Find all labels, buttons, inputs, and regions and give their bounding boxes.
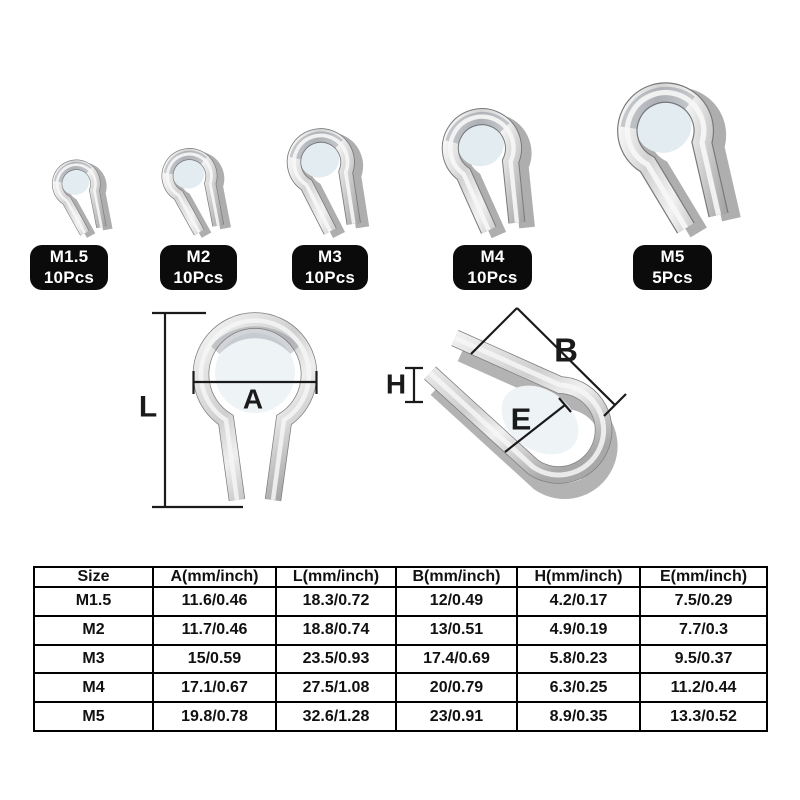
spec-table bbox=[33, 566, 768, 732]
spec-cell: 11.2/0.44 bbox=[640, 673, 767, 702]
spec-row-m5 bbox=[34, 702, 767, 731]
spec-cell: 5.8/0.23 bbox=[517, 645, 640, 674]
spec-cell: 19.8/0.78 bbox=[153, 702, 276, 731]
dim-label-L: L bbox=[138, 390, 158, 424]
thimble-photo-m2 bbox=[140, 128, 252, 238]
dim-label-H: H bbox=[385, 368, 407, 400]
spec-cell: 18.8/0.74 bbox=[276, 616, 396, 645]
spec-row-m2 bbox=[34, 616, 767, 645]
size-label-m4 bbox=[453, 245, 532, 290]
spec-cell: 23/0.91 bbox=[396, 702, 517, 731]
spec-cell: 11.7/0.46 bbox=[153, 616, 276, 645]
spec-cell: 8.9/0.35 bbox=[517, 702, 640, 731]
spec-cell: 7.5/0.29 bbox=[640, 587, 767, 616]
spec-row-m1-5 bbox=[34, 587, 767, 616]
spec-cell: 18.3/0.72 bbox=[276, 587, 396, 616]
spec-cell: 17.1/0.67 bbox=[153, 673, 276, 702]
spec-row-m4 bbox=[34, 673, 767, 702]
dim-label-E: E bbox=[510, 401, 532, 437]
spec-cell: M2 bbox=[34, 616, 153, 645]
dimension-diagram-front bbox=[130, 300, 360, 525]
spec-cell: M4 bbox=[34, 673, 153, 702]
spec-col-header-b: B(mm/inch) bbox=[396, 567, 517, 587]
spec-row-m3 bbox=[34, 645, 767, 674]
thimble-photo-m3 bbox=[258, 104, 398, 238]
spec-cell: 9.5/0.37 bbox=[640, 645, 767, 674]
size-label-m1-5 bbox=[30, 245, 108, 290]
spec-cell: 23.5/0.93 bbox=[276, 645, 396, 674]
spec-cell: 27.5/1.08 bbox=[276, 673, 396, 702]
dim-line-H bbox=[405, 368, 423, 402]
thimble-photo-m1-5 bbox=[28, 142, 136, 238]
spec-cell: 7.7/0.3 bbox=[640, 616, 767, 645]
spec-col-header-l: L(mm/inch) bbox=[276, 567, 396, 587]
label-size-text: M5 bbox=[660, 247, 685, 267]
spec-col-header-a: A(mm/inch) bbox=[153, 567, 276, 587]
thimble-photo-m4 bbox=[413, 80, 565, 238]
spec-cell: 6.3/0.25 bbox=[517, 673, 640, 702]
dimension-diagram-side bbox=[385, 295, 675, 535]
spec-col-header-e: E(mm/inch) bbox=[640, 567, 767, 587]
spec-cell: 17.4/0.69 bbox=[396, 645, 517, 674]
dim-label-B: B bbox=[554, 331, 578, 369]
spec-col-header-h: H(mm/inch) bbox=[517, 567, 640, 587]
size-label-m2 bbox=[160, 245, 237, 290]
spec-cell: 32.6/1.28 bbox=[276, 702, 396, 731]
spec-cell: 13.3/0.52 bbox=[640, 702, 767, 731]
label-qty-text: 10Pcs bbox=[43, 267, 95, 287]
spec-cell: 12/0.49 bbox=[396, 587, 517, 616]
spec-cell: 15/0.59 bbox=[153, 645, 276, 674]
label-size-text: M3 bbox=[317, 247, 343, 267]
spec-cell: M5 bbox=[34, 702, 153, 731]
spec-cell: 4.2/0.17 bbox=[517, 587, 640, 616]
label-qty-text: 10Pcs bbox=[304, 267, 356, 287]
spec-header-row bbox=[34, 567, 767, 587]
thimble-photo-m5 bbox=[578, 47, 778, 238]
label-size-text: M2 bbox=[186, 247, 211, 267]
spec-cell: M3 bbox=[34, 645, 153, 674]
spec-cell: 20/0.79 bbox=[396, 673, 517, 702]
spec-cell: 13/0.51 bbox=[396, 616, 517, 645]
spec-cell: M1.5 bbox=[34, 587, 153, 616]
spec-col-header-size: Size bbox=[34, 567, 153, 587]
label-qty-text: 5Pcs bbox=[652, 267, 693, 287]
label-size-text: M1.5 bbox=[49, 247, 89, 267]
size-label-m5 bbox=[633, 245, 712, 290]
label-qty-text: 10Pcs bbox=[173, 267, 224, 287]
label-size-text: M4 bbox=[480, 247, 505, 267]
label-qty-text: 10Pcs bbox=[467, 267, 518, 287]
spec-cell: 11.6/0.46 bbox=[153, 587, 276, 616]
spec-cell: 4.9/0.19 bbox=[517, 616, 640, 645]
dim-label-A: A bbox=[242, 383, 264, 415]
size-label-m3 bbox=[292, 245, 368, 290]
